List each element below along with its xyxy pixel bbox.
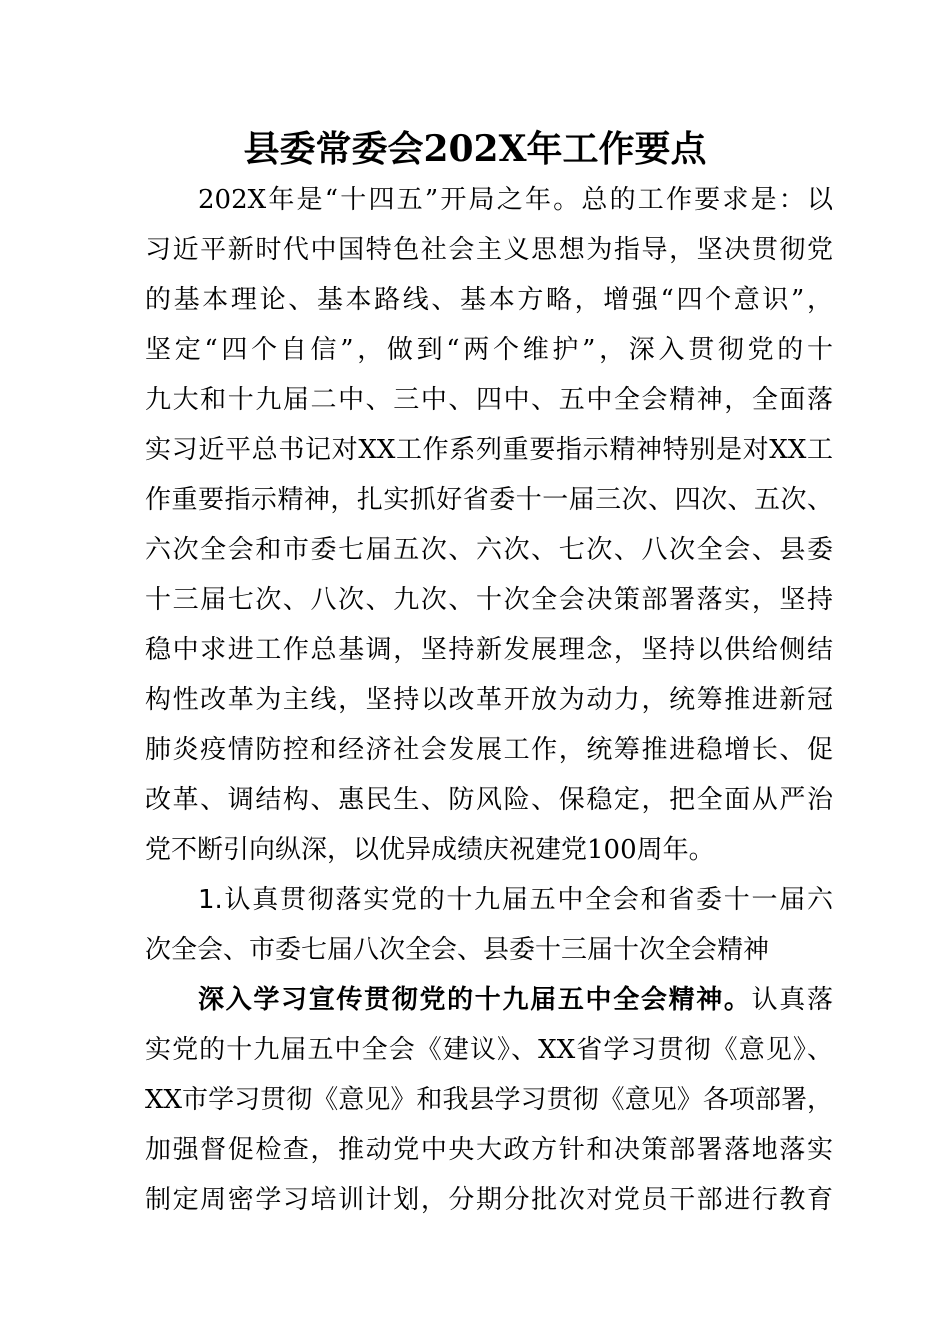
text-line: 党不断引向纵深，以优异成绩庆祝建党100周年。 xyxy=(145,835,715,865)
lead-rest: 认真落 xyxy=(751,985,833,1015)
text-line: 制定周密学习培训计划，分期分批次对党员干部进行教育 xyxy=(145,1185,833,1215)
bold-lead: 深入学习宣传贯彻党的十九届五中全会精神。 xyxy=(198,985,752,1015)
text-line: 肺炎疫情防控和经济社会发展工作，统筹推进稳增长、促 xyxy=(145,735,833,765)
section-heading-line: 1.认真贯彻落实党的十九届五中全会和省委十一届六 xyxy=(198,885,833,915)
text-line: 实习近平总书记对XX工作系列重要指示精神特别是对XX工 xyxy=(145,435,833,465)
text-line: 的基本理论、基本路线、基本方略，增强“四个意识”， xyxy=(145,285,833,315)
section-heading-line: 次全会、市委七届八次全会、县委十三届十次全会精神 xyxy=(145,935,770,965)
text-line: 实党的十九届五中全会《建议》、XX省学习贯彻《意见》、 xyxy=(145,1035,833,1065)
text-line: 202X年是“十四五”开局之年。总的工作要求是：以 xyxy=(198,185,833,215)
text-line: 稳中求进工作总基调，坚持新发展理念，坚持以供给侧结 xyxy=(145,635,833,665)
text-line xyxy=(198,975,833,1025)
text-line: 加强督促检查，推动党中央大政方针和决策部署落地落实 xyxy=(145,1135,833,1165)
text-line: 坚定“四个自信”，做到“两个维护”，深入贯彻党的十 xyxy=(145,335,833,365)
text-line: 九大和十九届二中、三中、四中、五中全会精神，全面落 xyxy=(145,385,833,415)
text-line: 作重要指示精神，扎实抓好省委十一届三次、四次、五次、 xyxy=(145,485,833,515)
text-line: 六次全会和市委七届五次、六次、七次、八次全会、县委 xyxy=(145,535,833,565)
text-line: 改革、调结构、惠民生、防风险、保稳定，把全面从严治 xyxy=(145,785,833,815)
text-line: 构性改革为主线，坚持以改革开放为动力，统筹推进新冠 xyxy=(145,685,833,715)
text-line: XX市学习贯彻《意见》和我县学习贯彻《意见》各项部署， xyxy=(145,1085,833,1115)
text-line: 习近平新时代中国特色社会主义思想为指导，坚决贯彻党 xyxy=(145,235,833,265)
document-title: 县委常委会202X年工作要点 xyxy=(243,128,707,170)
text-line: 十三届七次、八次、九次、十次全会决策部署落实，坚持 xyxy=(145,585,833,615)
